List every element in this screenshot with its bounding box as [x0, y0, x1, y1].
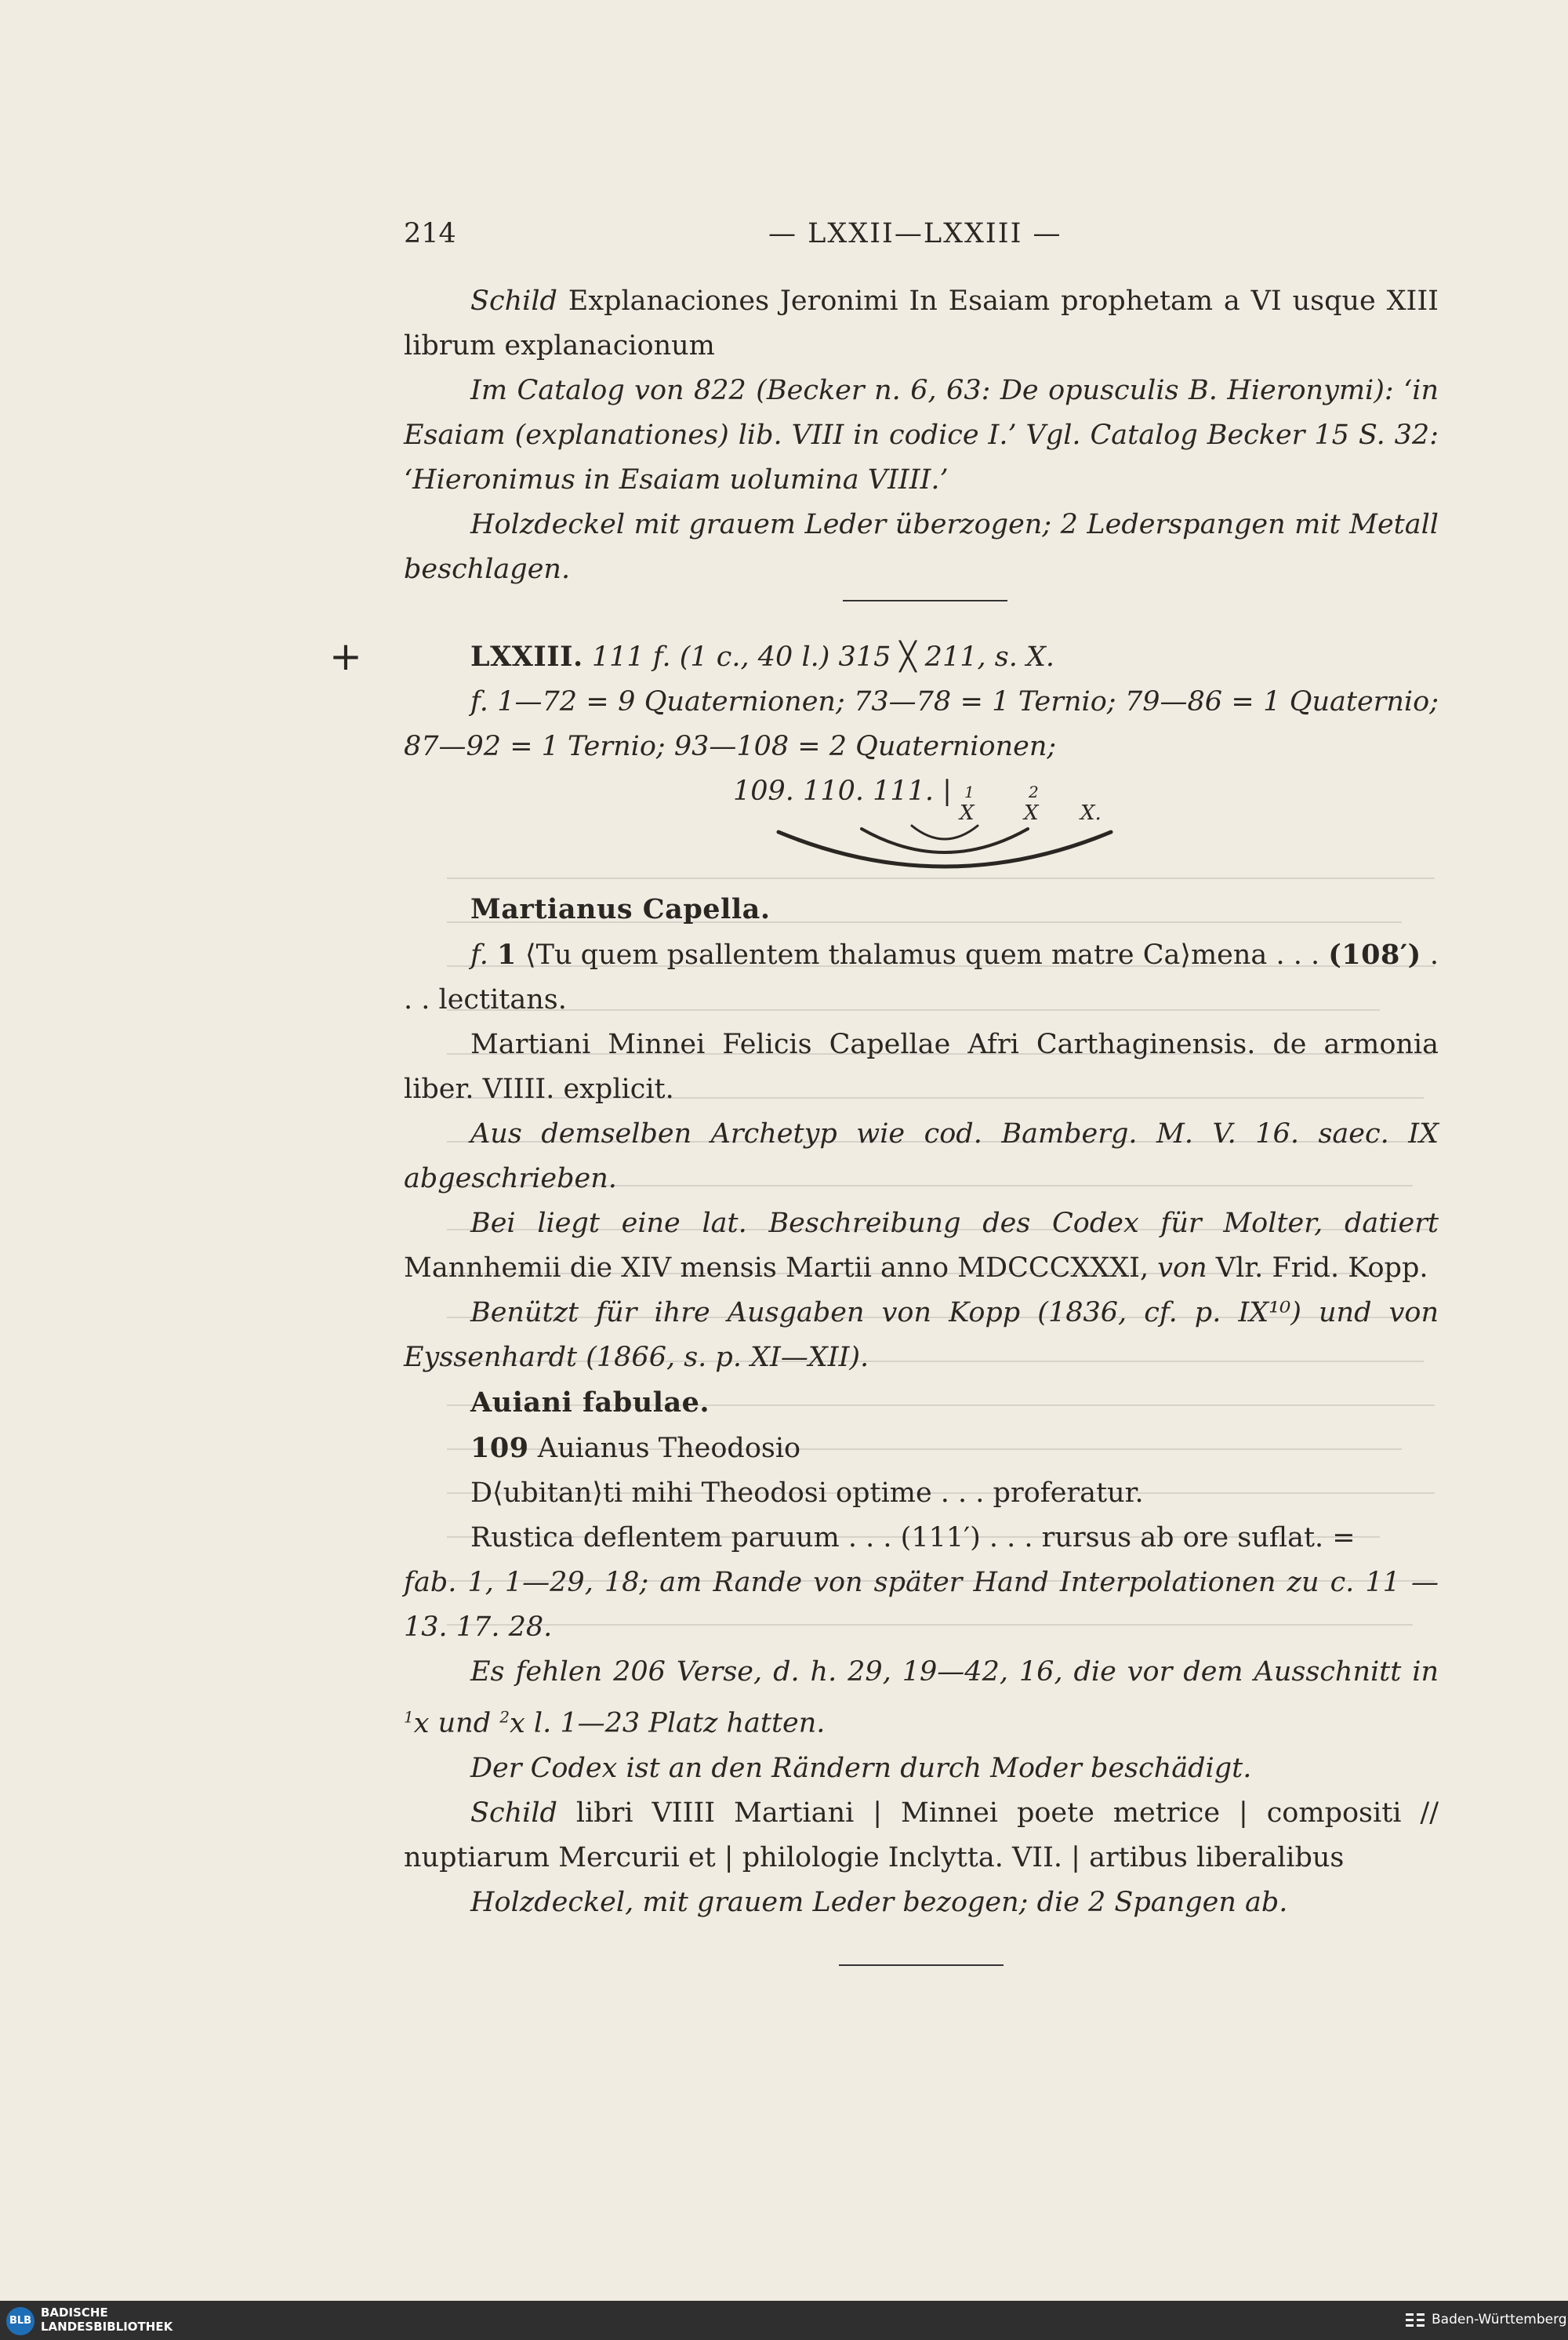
missing-x2-sup: 2 — [499, 1707, 510, 1726]
description-italic: Bei liegt eine lat. Beschreibung des Codex für Molter, datiert — [470, 1208, 1439, 1239]
incipit-text: ⟨Tu quem psallentem thalamus quem matre Ca⟩mena . . . — [524, 939, 1320, 971]
auianus-fab-note: fab. 1, 1—29, 18; am Rande von später Hand Interpolationen zu c. 11 —13. 17. 28. — [404, 1567, 1439, 1643]
gathering-x1: X — [960, 801, 975, 825]
margin-cross-mark: + — [329, 634, 362, 679]
auianus-folio: 109 — [470, 1432, 529, 1464]
running-header — [404, 218, 1439, 257]
entry-heading — [404, 634, 1439, 680]
bw-name[interactable]: Baden-Württemberg — [1432, 2312, 1567, 2327]
incipit-end-text: . . . lectitans. — [404, 939, 1439, 1016]
martianus-explicit: Martiani Minnei Felicis Capellae Afri Carthaginensis. de armonia liber. VIIII. explicit. — [404, 1029, 1439, 1105]
incipit-f: f. — [470, 939, 488, 971]
auianus-binding: Holzdeckel, mit grauem Leder bezogen; die 2 Spangen ab. — [470, 1886, 1288, 1918]
missing-x1-letter: x — [413, 1707, 430, 1739]
missing-a: Es fehlen 206 Verse, d. h. 29, 19—42, 16, die vor dem Ausschnitt in — [470, 1656, 1439, 1688]
blb-logo[interactable]: BLB — [6, 2307, 34, 2335]
auianus-shield — [404, 1791, 1439, 1880]
description-roman: Mannhemii die XIV mensis Martii anno MDCCCXXXI, — [404, 1252, 1149, 1284]
auianus-title-text: Auiani fabulae. — [470, 1386, 710, 1419]
martianus-incipit — [404, 932, 1439, 1023]
gathering-x3: X. — [1080, 801, 1102, 825]
viewer-footer-bar — [0, 2301, 1568, 2340]
entry-description: 111 f. (1 c., 40 l.) 315 ╳ 211, s. X. — [591, 641, 1054, 673]
martianus-editions: Benützt für ihre Ausgaben von Kopp (1836, cf. p. IX¹⁰) und von Eyssenhardt (1866, s. p. XI—XII). — [404, 1297, 1439, 1373]
auianus-missing-verses — [404, 1650, 1439, 1746]
missing-x1-sup: 1 — [404, 1707, 414, 1726]
auianus-shield-label: Schild — [470, 1797, 557, 1829]
auianus-damage: Der Codex ist an den Rändern durch Moder beschädigt. — [470, 1752, 1252, 1784]
martianus-title — [404, 887, 1439, 932]
prev-catalog-note: Im Catalog von 822 (Becker n. 6, 63: De opusculis B. Hieronymi): ‘in Esaiam (explanationes) lib. VIII in codice I.’ Vgl. Catalog Becker 15 S. 32: ‘Hieronimus in Esaiam uolumina VIIII.’ — [404, 375, 1439, 496]
blb-name-line2: LANDESBIBLIOTHEK — [41, 2320, 173, 2334]
incipit-folio: 1 — [496, 939, 517, 971]
auianus-rustica: Rustica deflentem paruum . . . (111′) . . . rursus ab ore suflat. = — [470, 1522, 1356, 1553]
page-number: 214 — [404, 218, 456, 249]
main-text — [404, 279, 1439, 1966]
auianus-title — [404, 1380, 1439, 1426]
section-divider — [843, 600, 1007, 601]
collation-paragraph: f. 1—72 = 9 Quaternionen; 73—78 = 1 Ternio; 79—86 = 1 Quaternio; 87—92 = 1 Ternio; 93—108 = 2 Quaternionen; — [404, 686, 1439, 762]
gathering-x2: X — [1024, 801, 1039, 825]
auianus-incipit: D⟨ubitan⟩ti mihi Theodosi optime . . . proferatur. — [470, 1477, 1144, 1509]
running-title: — LXXII—LXXIII — — [768, 218, 1062, 249]
auianus-dedication-line — [404, 1426, 1439, 1471]
prev-shield-paragraph — [404, 279, 1439, 369]
prev-binding-note: Holzdeckel mit grauem Leder überzogen; 2 Lederspangen mit Metall beschlagen. — [404, 509, 1439, 585]
missing-x2 — [499, 1708, 524, 1739]
gathering-diagram — [404, 769, 1439, 887]
prev-shield-text: Explanaciones Jeronimi In Esaiam prophetam a VI usque XIII librum explanacionum — [404, 285, 1439, 362]
missing-x2-letter: x — [510, 1707, 525, 1739]
entry-number: LXXIII. — [470, 641, 583, 673]
martianus-archetype: Aus demselben Archetyp wie cod. Bamberg. M. V. 16. saec. IX abgeschrieben. — [404, 1118, 1439, 1194]
description-von: von — [1157, 1252, 1207, 1284]
missing-x1 — [404, 1708, 429, 1739]
prev-shield-label: Schild — [470, 285, 557, 317]
description-author: Vlr. Frid. Kopp. — [1215, 1252, 1428, 1284]
missing-und: und — [437, 1707, 492, 1739]
martianus-description — [404, 1201, 1439, 1291]
closing-divider — [839, 1964, 1004, 1966]
missing-b: l. 1—23 Platz hatten. — [533, 1707, 826, 1739]
gathering-x1-sup: 1 — [964, 783, 975, 801]
blb-name-line1: BADISCHE — [41, 2305, 108, 2320]
gathering-x2-sup: 2 — [1029, 783, 1039, 801]
martianus-title-text: Martianus Capella. — [470, 893, 771, 925]
bw-lions-icon[interactable] — [1403, 2309, 1427, 2332]
blb-name[interactable] — [41, 2305, 172, 2334]
incipit-end-folio: (108′) — [1328, 939, 1421, 971]
auianus-shield-text: libri VIIII Martiani | Minnei poete metrice | compositi // nuptiarum Mercurii et | philologie Inclytta. VII. | artibus liberalibus — [404, 1797, 1439, 1873]
gathering-arcs — [404, 769, 1439, 887]
auianus-dedication: Auianus Theodosio — [537, 1433, 801, 1464]
gathering-folios: 109. 110. 111. | — [733, 776, 952, 807]
